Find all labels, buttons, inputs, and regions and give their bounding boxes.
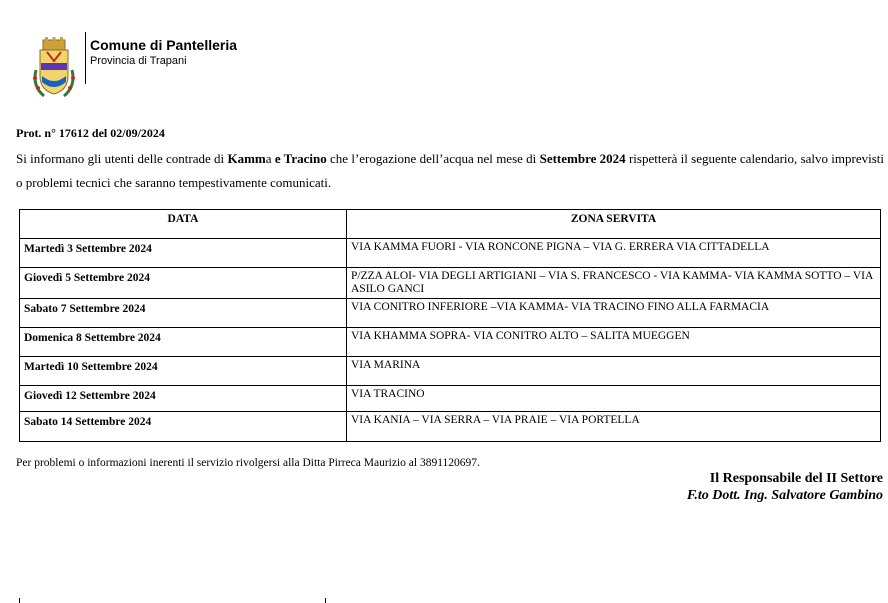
page-edge-mark [325, 598, 326, 603]
header-divider [85, 32, 86, 84]
intro-paragraph: Si informano gli utenti delle contrade di Kamma e Tracino che l’erogazione dell’acqua nel mese di Settembre 2024 rispetterà il seguente calendario, salvo imprevisti o problemi tecnici che saranno tempestivamente comunicati. [16, 151, 885, 190]
row-date: Sabato 14 Settembre 2024 [20, 412, 347, 442]
row-zone: VIA CONITRO INFERIORE –VIA KAMMA- VIA TRACINO FINO ALLA FARMACIA [347, 299, 881, 328]
signature-name: F.to Dott. Ing. Salvatore Gambino [686, 488, 883, 503]
row-zone: VIA KANIA – VIA SERRA – VIA PRAIE – VIA PORTELLA [347, 412, 881, 442]
protocol-number: Prot. n° 17612 del 02/09/2024 [16, 126, 165, 140]
row-date: Martedì 10 Settembre 2024 [20, 357, 347, 386]
row-date: Giovedì 12 Settembre 2024 [20, 386, 347, 412]
row-date: Martedì 3 Settembre 2024 [20, 239, 347, 268]
contact-note: Per problemi o informazioni inerenti il servizio rivolgersi alla Ditta Pirreca Maurizio al 3891120697. [16, 457, 480, 469]
row-zone: VIA KHAMMA SOPRA- VIA CONITRO ALTO – SALITA MUEGGEN [347, 328, 881, 357]
table-row [20, 268, 881, 299]
municipal-crest-icon [28, 36, 80, 100]
column-header-date: DATA [20, 210, 347, 239]
row-zone: P/ZZA ALOI- VIA DEGLI ARTIGIANI – VIA S. FRANCESCO - VIA KAMMA- VIA KAMMA SOTTO – VIA ASILO GANCI [347, 268, 881, 299]
table-row [20, 239, 881, 268]
water-schedule-table [19, 209, 881, 442]
table-row [20, 328, 881, 357]
row-date: Giovedì 5 Settembre 2024 [20, 268, 347, 299]
municipality-name: Comune di Pantelleria [90, 37, 238, 53]
table-row [20, 386, 881, 412]
row-zone: VIA KAMMA FUORI - VIA RONCONE PIGNA – VIA G. ERRERA VIA CITTADELLA [347, 239, 881, 268]
row-zone: VIA MARINA [347, 357, 881, 386]
row-zone: VIA TRACINO [347, 386, 881, 412]
column-header-zone: ZONA SERVITA [347, 210, 881, 239]
province-name: Provincia di Trapani [90, 55, 187, 67]
row-date: Sabato 7 Settembre 2024 [20, 299, 347, 328]
table-row [20, 299, 881, 328]
page-edge-mark [19, 598, 20, 603]
signature-title: Il Responsabile del II Settore [709, 471, 883, 486]
table-row [20, 357, 881, 386]
table-row [20, 412, 881, 442]
table-header-row [20, 210, 881, 239]
row-date: Domenica 8 Settembre 2024 [20, 328, 347, 357]
